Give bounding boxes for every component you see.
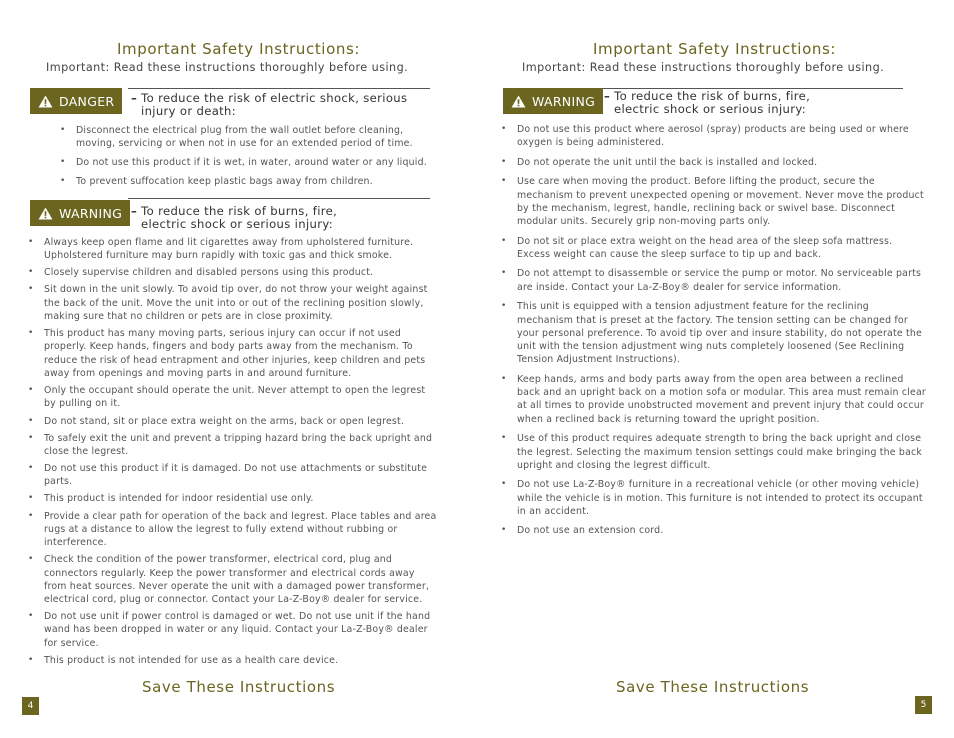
list-item-text: Do not use unit if power control is damaged or wet. Do not use unit if the hand wand has been dropped in water or any liquid. Contact your La-Z-Boy® dealer for service.	[44, 611, 431, 649]
bullet-mark: •	[28, 554, 34, 565]
list-item	[28, 462, 440, 489]
warning-badge	[503, 88, 603, 114]
list-item	[28, 283, 440, 323]
bullet-mark: •	[28, 237, 34, 247]
list-item	[28, 236, 440, 263]
bullet-mark: •	[28, 611, 34, 622]
danger-badge-label: DANGER	[59, 93, 115, 109]
list-item	[28, 553, 440, 606]
list-item	[60, 156, 436, 169]
warning-callout	[30, 198, 430, 231]
list-item	[28, 610, 440, 650]
list-item-text: Use care when moving the product. Before lifting the product, secure the mechanism to prevent unexpected opening or movement. Never move the product by the mechanism, legrest, handle, reclining back or swivel base. Disconnect modular units. Securely grip non-moving parts only.	[517, 176, 924, 228]
page-number: 4	[22, 697, 39, 715]
danger-heading-line1: To reduce the risk of electric shock, serious	[141, 91, 408, 105]
callout-rule	[128, 198, 430, 199]
list-item	[28, 654, 440, 667]
bullet-mark: •	[501, 235, 507, 246]
bullet-mark: •	[501, 124, 507, 134]
list-item-text: Do not use this product if it is damaged. Do not use attachments or substitute parts.	[44, 463, 428, 488]
warning-heading-line2: electric shock or serious injury:	[614, 102, 806, 116]
bullet-mark: •	[28, 284, 34, 295]
list-item	[28, 510, 440, 550]
warning-badge-label: WARNING	[59, 205, 123, 221]
list-item-text: This unit is equipped with a tension adjustment feature for the reclining mechanism that is preset at the factory. The tension setting can be changed for your personal preference. To avoid tip over and insure stability, do not operate the unit with the tension adjustment wing nuts completely loosened (See Reclining Tension Adjustment Instructions).	[517, 301, 923, 366]
bullet-mark: •	[501, 268, 507, 279]
right-page	[477, 0, 954, 738]
list-item-text: Provide a clear path for operation of the back and legrest. Place tables and area rugs at a distance to allow the legrest to fully extend without rubbing or interference.	[44, 510, 437, 549]
warning-badge-label: WARNING	[532, 93, 596, 109]
footer-title: Save These Instructions	[616, 678, 810, 696]
bullet-mark: •	[28, 267, 34, 278]
list-item-text: Do not sit or place extra weight on the head area of the sleep sofa mattress. Excess weight can cause the sleep surface to tip up and back.	[517, 235, 893, 260]
bullet-mark: •	[501, 479, 507, 490]
warning-triangle-icon	[38, 95, 53, 108]
list-item-text: Keep hands, arms and body parts away from the open area between a reclined back and an upright back on a motion sofa or modular. This area must remain clear at all times to provide unobstructed movement and prevent injury that could occur when a reclined back is returning toward the upright position.	[517, 373, 926, 425]
list-item	[28, 415, 440, 428]
list-item-text: This product has many moving parts, serious injury can occur if not used properly. Keep hands, fingers and body parts away from the mechanism. To reduce the risk of head entrapment and other injuries, keep children and pets away from openings and moving parts in and around furniture.	[44, 328, 426, 380]
danger-badge	[30, 88, 122, 114]
list-item-text: Do not use this product where aerosol (spray) products are being used or where oxygen is being administered.	[517, 124, 909, 149]
list-item	[60, 124, 436, 151]
bullet-mark: •	[60, 125, 66, 135]
page-title: Important Safety Instructions:	[117, 40, 361, 58]
callout-rule	[128, 88, 430, 89]
page-number: 5	[915, 696, 932, 714]
warning-list	[501, 123, 927, 544]
list-item-text: This product is not intended for use as a health care device.	[44, 654, 339, 666]
warning-triangle-icon	[511, 95, 526, 108]
list-item	[501, 267, 927, 294]
callout-dash: –	[604, 89, 611, 103]
bullet-mark: •	[28, 510, 34, 521]
list-item	[501, 235, 927, 262]
list-item-text: Do not stand, sit or place extra weight on the arms, back or open legrest.	[44, 415, 405, 427]
list-item	[501, 123, 927, 150]
danger-heading-line2: injury or death:	[141, 104, 236, 118]
callout-dash: –	[131, 91, 138, 105]
warning-list	[28, 236, 440, 671]
bullet-mark: •	[501, 433, 507, 444]
bullet-mark: •	[60, 157, 66, 168]
list-item-text: Do not attempt to disassemble or service the pump or motor. No serviceable parts are inside. Contact your La-Z-Boy® dealer for service information.	[517, 268, 922, 293]
list-item	[60, 175, 436, 188]
list-item-text: Do not use La-Z-Boy® furniture in a recreational vehicle (or other moving vehicle) while the vehicle is in motion. This furniture is not intended to protect its occupant in an accident.	[517, 479, 923, 517]
list-item-text: Disconnect the electrical plug from the wall outlet before cleaning, moving, servicing or when not in use for an extended period of time.	[76, 125, 413, 150]
bullet-mark: •	[501, 156, 507, 167]
bullet-mark: •	[28, 385, 34, 396]
warning-heading-line2: electric shock or serious injury:	[141, 217, 333, 231]
list-item	[501, 156, 927, 169]
list-item-text: Always keep open flame and lit cigarettes away from upholstered furniture. Upholstered furniture may burn rapidly with toxic gas and thick smoke.	[44, 237, 414, 262]
list-item	[28, 266, 440, 279]
list-item	[501, 175, 927, 228]
list-item-text: Check the condition of the power transformer, electrical cord, plug and connectors regularly. Keep the power transformer and electrical cords away from heat sources. Never operate the unit with a damaged power transformer, electrical cord, plug or connector. Contact your La-Z-Boy® dealer for service.	[44, 554, 430, 606]
danger-callout	[30, 88, 430, 118]
list-item-text: Only the occupant should operate the unit. Never attempt to open the legrest by pulling on it.	[44, 385, 426, 410]
list-item	[501, 478, 927, 518]
bullet-mark: •	[28, 463, 34, 474]
bullet-mark: •	[28, 432, 34, 443]
list-item-text: Do not operate the unit until the back is installed and locked.	[517, 156, 818, 168]
list-item-text: Do not use this product if it is wet, in water, around water or any liquid.	[76, 157, 427, 169]
bullet-mark: •	[28, 654, 34, 665]
page-subtitle: Important: Read these instructions thoroughly before using.	[522, 61, 885, 74]
warning-triangle-icon	[38, 207, 53, 220]
list-item-text: To prevent suffocation keep plastic bags away from children.	[76, 175, 373, 187]
list-item-text: Use of this product requires adequate strength to bring the back upright and close the legrest. Selecting the maximum tension settings could make bringing the back upright and closing the legrest difficult.	[517, 433, 923, 471]
bullet-mark: •	[28, 415, 34, 426]
footer-title: Save These Instructions	[142, 678, 336, 696]
danger-list	[60, 124, 436, 194]
list-item	[501, 432, 927, 472]
bullet-mark: •	[501, 301, 507, 312]
list-item	[28, 327, 440, 380]
list-item-text: Do not use an extension cord.	[517, 525, 664, 537]
bullet-mark: •	[28, 328, 34, 339]
list-item	[28, 492, 440, 505]
danger-heading	[131, 92, 407, 118]
list-item-text: This product is intended for indoor residential use only.	[44, 493, 314, 505]
list-item	[501, 373, 927, 426]
list-item-text: Closely supervise children and disabled persons using this product.	[44, 267, 374, 279]
page-title: Important Safety Instructions:	[593, 40, 837, 58]
warning-heading-line1: To reduce the risk of burns, fire,	[614, 89, 811, 103]
warning-heading-line1: To reduce the risk of burns, fire,	[141, 204, 338, 218]
list-item-text: To safely exit the unit and prevent a tripping hazard bring the back upright and close the legrest.	[44, 432, 433, 457]
bullet-mark: •	[60, 175, 66, 186]
page-subtitle: Important: Read these instructions thoroughly before using.	[46, 61, 409, 74]
warning-callout	[503, 88, 903, 118]
list-item	[501, 524, 927, 537]
warning-badge	[30, 200, 130, 226]
bullet-mark: •	[501, 373, 507, 384]
list-item	[28, 384, 440, 411]
warning-heading	[131, 205, 337, 231]
bullet-mark: •	[501, 176, 507, 187]
list-item-text: Sit down in the unit slowly. To avoid tip over, do not throw your weight against the back of the unit. Move the unit into or out of the reclining position slowly, making sure that no children or pets are in close proximity.	[44, 284, 428, 323]
list-item	[28, 432, 440, 459]
bullet-mark: •	[501, 525, 507, 536]
bullet-mark: •	[28, 493, 34, 504]
callout-dash: –	[131, 204, 138, 218]
warning-heading	[604, 90, 810, 116]
list-item	[501, 300, 927, 366]
